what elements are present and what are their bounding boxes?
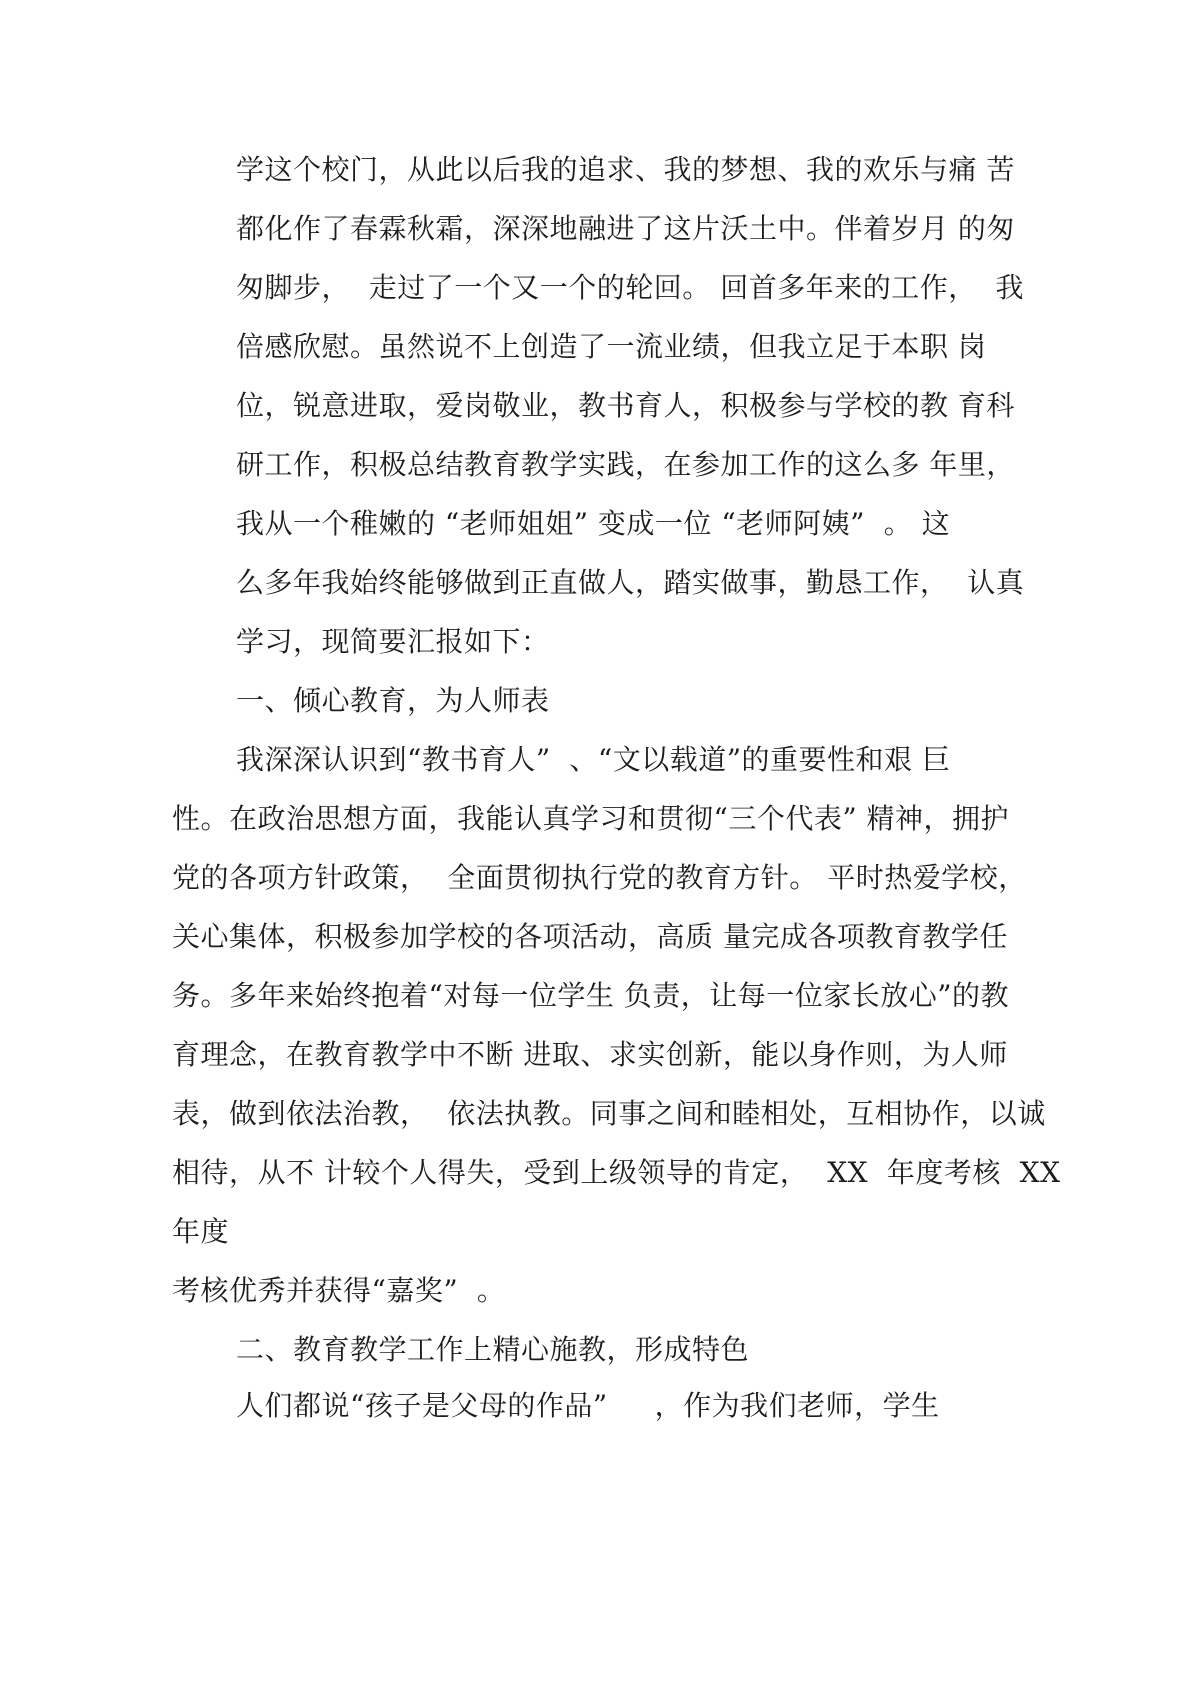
paragraph-line: 匆脚步， 走过了一个又一个的轮回。 回首多年来的工作， 我 xyxy=(236,271,1025,304)
section-heading-1: 一、倾心教育，为人师表 xyxy=(236,684,550,717)
paragraph-line: 育理念，在教育教学中不断 进取、求实创新，能以身作则，为人师 xyxy=(172,1038,1008,1071)
paragraph-line: 性。在政治思想方面，我能认真学习和贯彻“三个代表” 精神，拥护 xyxy=(172,802,1010,835)
paragraph-line: 考核优秀并获得“嘉奖” 。 xyxy=(172,1274,506,1307)
paragraph-line: 人们都说“孩子是父母的作品” ，作为我们老师，学生 xyxy=(236,1389,940,1422)
paragraph-line: 党的各项方针政策， 全面贯彻执行党的教育方针。 平时热爱学校， xyxy=(172,861,1027,894)
paragraph-line: 么多年我始终能够做到正直做人，踏实做事，勤恳工作， 认真 xyxy=(236,566,1025,599)
paragraph-line: 位，锐意进取，爱岗敬业，教书育人，积极参与学校的教 育科 xyxy=(236,389,1015,422)
paragraph-line: 我深深认识到“教书育人” 、“文以载道”的重要性和艰 巨 xyxy=(236,743,951,776)
paragraph-line: 研工作，积极总结教育教学实践，在参加工作的这么多 年里， xyxy=(236,448,1015,481)
paragraph-line: 学习，现简要汇报如下： xyxy=(236,625,550,658)
paragraph-line: 倍感欣慰。虽然说不上创造了一流业绩，但我立足于本职 岗 xyxy=(236,330,987,363)
paragraph-line: 表，做到依法治教， 依法执教。同事之间和睦相处，互相协作，以诚 xyxy=(172,1097,1046,1130)
paragraph-line: 学这个校门，从此以后我的追求、我的梦想、我的欢乐与痛 苦 xyxy=(236,153,1015,186)
paragraph-line: 我从一个稚嫩的 “老师姐姐” 变成一位 “老师阿姨” 。 这 xyxy=(236,507,951,540)
section-heading-2: 二、教育教学工作上精心施教，形成特色 xyxy=(236,1333,750,1366)
paragraph-line: 年度 xyxy=(172,1215,230,1248)
paragraph-line: 关心集体，积极参加学校的各项活动，高质 量完成各项教育教学任 xyxy=(172,920,1008,953)
paragraph-line: 相待，从不 计较个人得失，受到上级领导的肯定， XX 年度考核 XX xyxy=(172,1156,1061,1189)
paragraph-line: 都化作了春霖秋霜，深深地融进了这片沃土中。伴着岁月 的匆 xyxy=(236,212,1015,245)
paragraph-line: 务。多年来始终抱着“对每一位学生 负责，让每一位家长放心”的教 xyxy=(172,979,1010,1012)
